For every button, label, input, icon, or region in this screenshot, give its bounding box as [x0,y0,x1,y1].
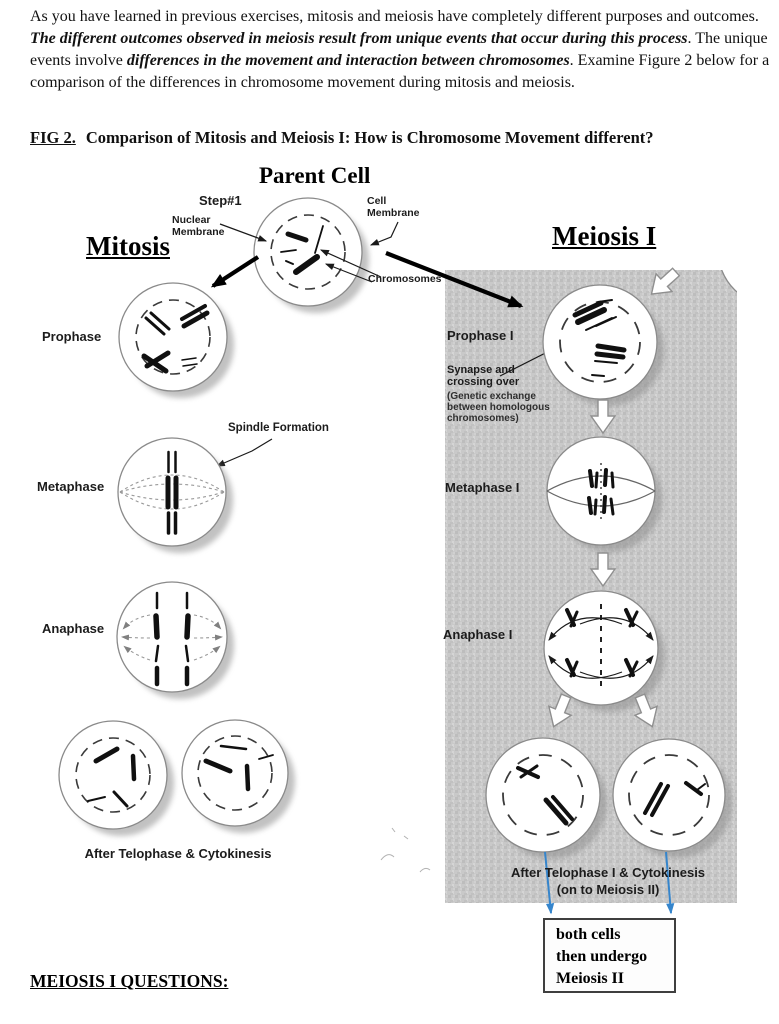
mitosis-anaphase-cell [117,582,234,699]
figure-number: FIG 2. [30,128,76,147]
mitosis-prophase-label: Prophase [42,329,102,344]
mitosis-daughter-cell-1 [59,721,174,836]
intro-text: . Examine Figure 2 below for a comparison of the differences in chromosome movement during mitosis and meiosis. [30,52,770,91]
note-box-line: then undergo [556,948,648,965]
questions-heading: MEIOSIS I QUESTIONS: [30,971,229,991]
mitosis-metaphase-cell [118,438,233,553]
mitosis-prophase-cell [119,283,234,398]
intro-text: . The unique events involve [30,30,768,69]
meiosis-prophase1-label: Prophase I [447,328,514,343]
intro-text: As you have learned in previous exercises, mitosis and meiosis have completely different purposes and outcomes. [30,8,759,25]
step1-label: Step#1 [199,193,242,208]
meiosis-metaphase1-label: Metaphase I [445,480,520,495]
mitosis-telophase-label: After Telophase & Cytokinesis [84,846,272,861]
figure-heading [30,128,770,148]
meiosis-ii-note-box [543,918,676,993]
arrow-to-mitosis [213,257,258,286]
pencil-scribble [381,828,430,872]
meiosis-telophase-label: After Telophase I & Cytokinesis [510,865,706,880]
parent-cell [254,198,369,313]
nuclear-membrane-label: Nuclear Membrane [172,214,225,238]
spindle-formation-label: Spindle Formation [228,422,329,434]
intro-paragraph [30,6,779,94]
synapse-label: Synapse and crossing over [447,364,520,388]
intro-emphasis-2: differences in the movement and interaction between chromosomes [126,52,570,69]
parent-cell-title: Parent Cell [259,163,371,188]
mitosis-daughter-cell-2 [182,720,295,833]
mitosis-anaphase-label: Anaphase [42,621,105,636]
mitosis-metaphase-label: Metaphase [37,479,105,494]
cell-membrane-label: Cell Membrane [367,195,420,219]
mitosis-column-title: Mitosis [86,231,170,261]
intro-emphasis-1: The different outcomes observed in meiosis result from unique events that occur during this process [30,30,688,47]
figure-caption: Comparison of Mitosis and Meiosis I: How is Chromosome Movement different? [85,128,654,147]
chromosomes-label: Chromosomes [368,273,442,285]
genetic-exchange-note: (Genetic exchange between homologous chromosomes) [447,391,550,424]
meiosis-anaphase1-label: Anaphase I [443,627,513,642]
note-box-line: both cells [556,926,621,943]
meiosis-column-title: Meiosis I [552,221,657,251]
note-box-line: Meiosis II [556,970,624,987]
onto-meiosis2-note: (on to Meiosis II) [556,882,660,897]
figure-2-diagram [0,160,779,1024]
